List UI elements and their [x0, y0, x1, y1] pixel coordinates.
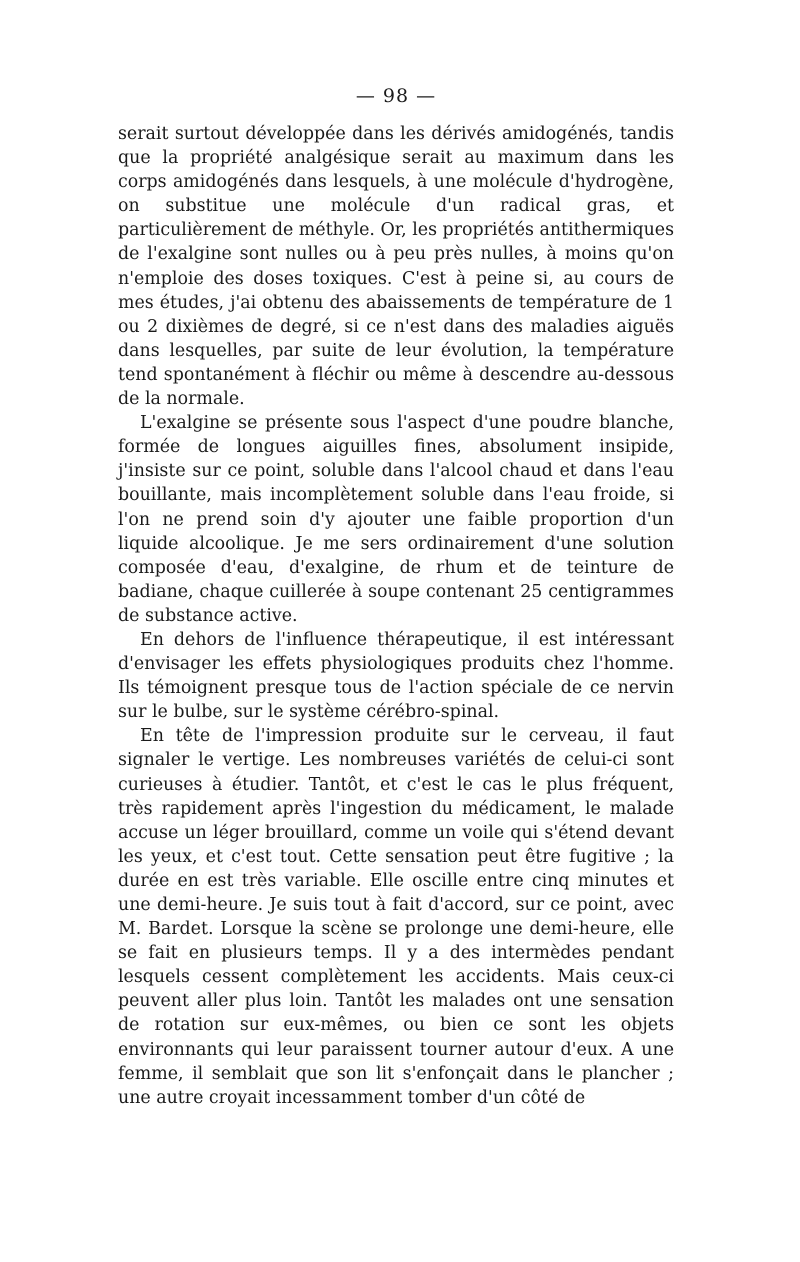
- book-page: [118, 84, 674, 1110]
- page-body: [118, 122, 674, 1110]
- paragraph-vertigo: En tête de l'impression produite sur le cerveau, il faut signaler le vertige. Les nombreuses variétés de celui-ci sont curieuses à étudier. Tantôt, et c'est le cas le plus fréquent, très rapidement après l'ingestion du médicament, le malade accuse un léger brouillard, comme un voile qui s'étend devant les yeux, et c'est tout. Cette sensation peut être fugitive ; la durée en est très variable. Elle oscille entre cinq minutes et une demi-heure. Je suis tout à fait d'accord, sur ce point, avec M. Bardet. Lorsque la scène se prolonge une demi-heure, elle se fait en plusieurs temps. Il y a des intermèdes pendant lesquels cessent complètement les accidents. Mais ceux-ci peuvent aller plus loin. Tantôt les malades ont une sensation de rotation sur eux-mêmes, ou bien ce sont les objets environnants qui leur paraissent tourner autour d'eux. A une femme, il semblait que son lit s'enfonçait dans le plancher ; une autre croyait incessamment tomber d'un côté de: [118, 726, 674, 1108]
- paragraph-physiological-effects: En dehors de l'influence thérapeutique, il est intéressant d'envisager les effets physiologiques produits chez l'homme. Ils témoignent presque tous de l'action spéciale de ce nervin sur le bulbe, sur le système cérébro-spinal.: [118, 629, 674, 723]
- paragraph-exalgine-description: L'exalgine se présente sous l'aspect d'une poudre blanche, formée de longues aiguilles fines, absolument insipide, j'insiste sur ce point, soluble dans l'alcool chaud et dans l'eau bouillante, mais incomplètement soluble dans l'eau froide, si l'on ne prend soin d'y ajouter une faible proportion d'un liquide alcoolique. Je me sers ordinairement d'une solution composée d'eau, d'exalgine, de rhum et de teinture de badiane, chaque cuillerée à soupe contenant 25 centigrammes de substance active.: [118, 413, 674, 626]
- page-number: — 98 —: [355, 85, 437, 107]
- paragraph-continuation: serait surtout développée dans les dérivés amidogénés, tandis que la propriété analgésique serait au maximum dans les corps amidogénés dans lesquels, à une molécule d'hydrogène, on substitue une molécule d'un radical gras, et particulièrement de méthyle. Or, les propriétés antithermiques de l'exalgine sont nulles ou à peu près nulles, à moins qu'on n'emploie des doses toxiques. C'est à peine si, au cours de mes études, j'ai obtenu des abaissements de température de 1 ou 2 dixièmes de degré, si ce n'est dans des maladies aiguës dans lesquelles, par suite de leur évolution, la température tend spontanément à fléchir ou même à descendre au-dessous de la normale.: [118, 124, 674, 410]
